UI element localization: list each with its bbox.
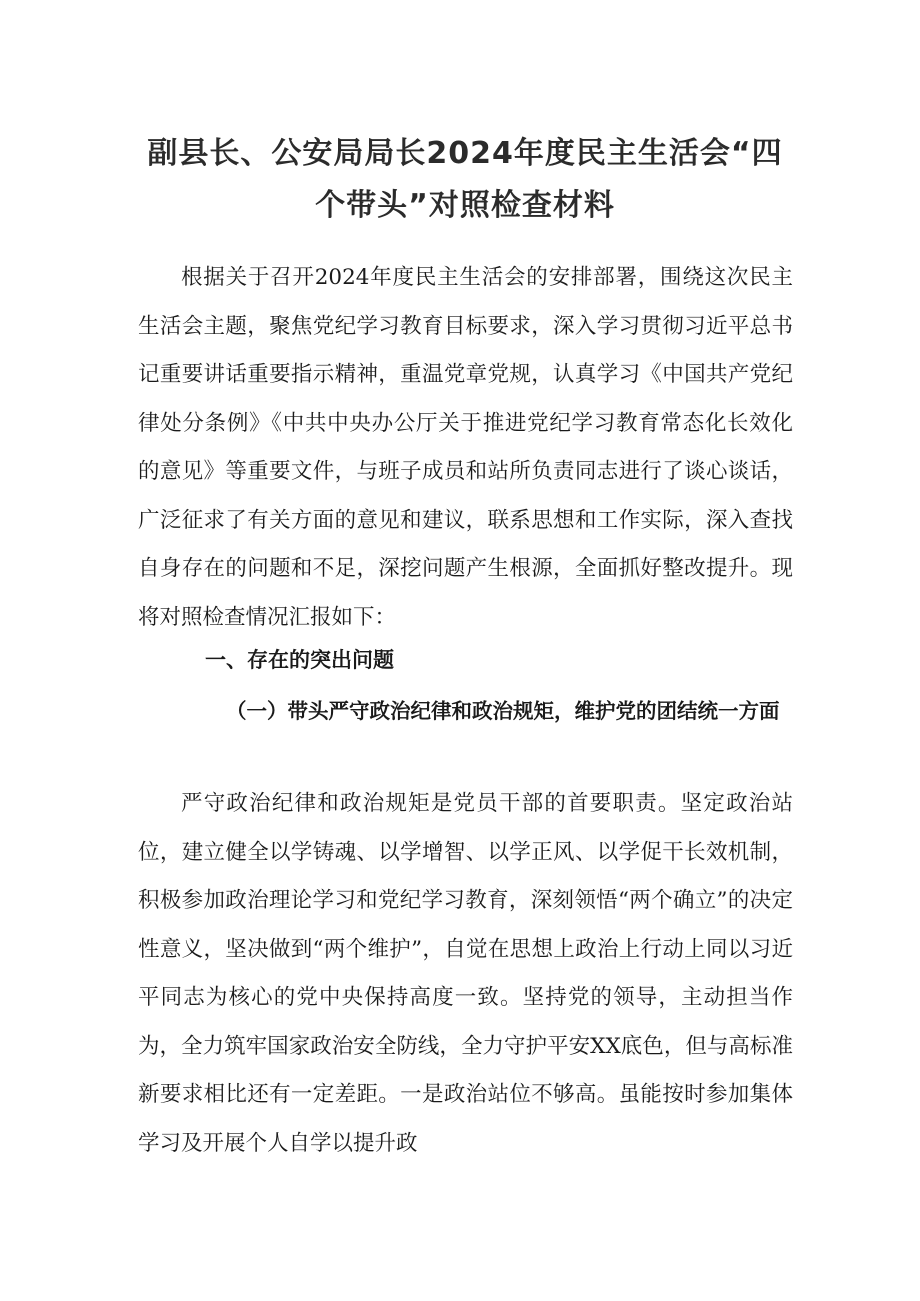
section-heading: 一、存在的突出问题 bbox=[205, 648, 394, 672]
body-paragraph: 严守政治纪律和政治规矩是党员干部的首要职责。坚定政治站位，建立健全以学铸魂、以学增智、以学正风、以学促干长效机制，积极参加政治理论学习和党纪学习教育，深刻领悟“两个确立”的决定性意义，坚决做到“两个维护”，自觉在思想上政治上行动上同以习近平同志为核心的党中央保持高度一致。坚持党的领导，主动担当作为，全力筑牢国家政治安全防线，全力守护平安XX底色，但与高标准新要求相比还有一定差距。一是政治站位不够高。虽能按时参加集体学习及开展个人自学以提升政 bbox=[138, 791, 793, 1156]
document-title: 副县长、公安局局长2024年度民主生活会“四个带头”对照检查材料 bbox=[147, 136, 783, 224]
intro-paragraph: 根据关于召开2024年度民主生活会的安排部署，围绕这次民主生活会主题，聚焦党纪学习教育目标要求，深入学习贯彻习近平总书记重要讲话重要指示精神，重温党章党规，认真学习《中国共产党纪律处分条例》《中共中央办公厅关于推进党纪学习教育常态化长效化的意见》等重要文件，与班子成员和站所负责同志进行了谈心谈话，广泛征求了有关方面的意见和建议，联系思想和工作实际，深入查找自身存在的问题和不足，深挖问题产生根源，全面抓好整改提升。现将对照检查情况汇报如下： bbox=[138, 265, 793, 630]
subsection-heading: （一）带头严守政治纪律和政治规矩，维护党的团结统一方面 bbox=[226, 699, 780, 723]
